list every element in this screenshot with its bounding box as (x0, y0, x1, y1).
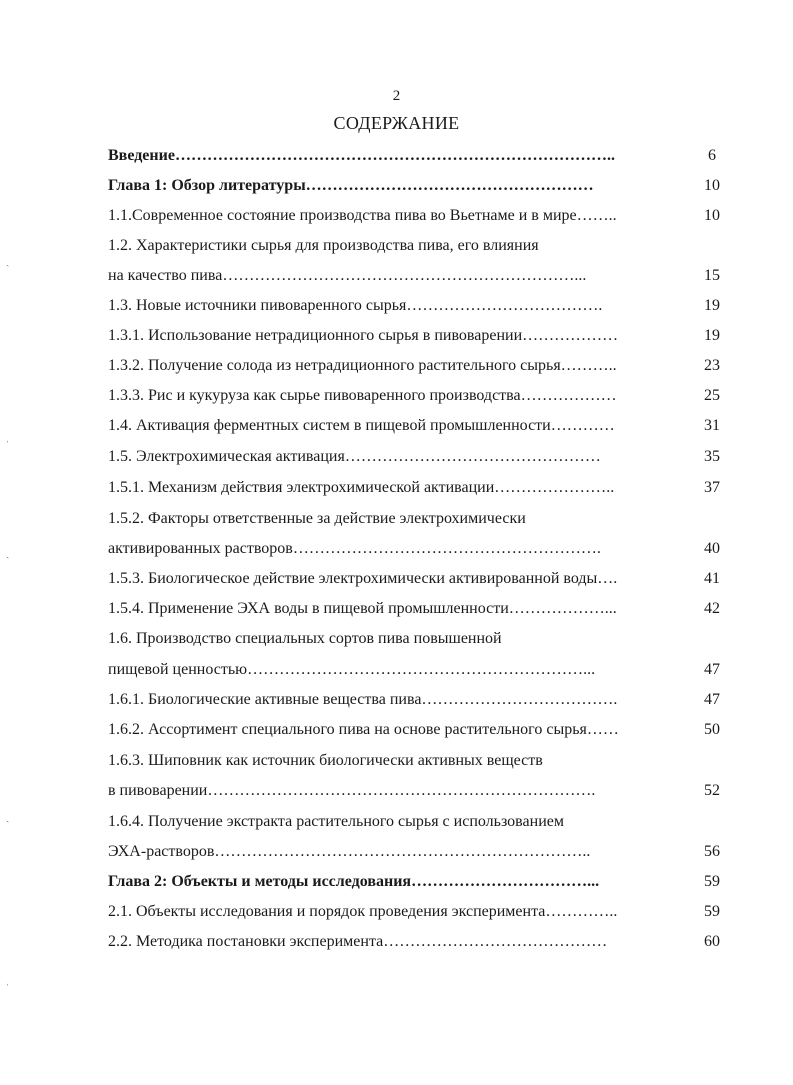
toc-entry-text: пищевой ценностью………………………………………………………... (108, 661, 596, 678)
toc-entry-page: 42 (704, 600, 720, 617)
toc-entry-page: 37 (704, 479, 720, 496)
page-number: 2 (392, 88, 401, 104)
toc-entry-page: 10 (704, 207, 720, 224)
toc-entry-text: 1.6.2. Ассортимент специального пива на основе растительного сырья…… (108, 721, 619, 738)
toc-entry-text: 1.5.1. Механизм действия электрохимической активации………………….. (108, 479, 615, 496)
toc-entry-text: 1.3. Новые источники пивоваренного сырья………………………………. (108, 297, 603, 314)
scan-speck: ˏ (6, 548, 10, 559)
toc-entry-text: 1.5. Электрохимическая активация………………………………………… (108, 448, 601, 465)
toc-entry-page: 60 (704, 933, 720, 950)
toc-entry-text: на качество пива…………………………………………………………... (108, 267, 587, 284)
toc-entry-page: 59 (704, 903, 720, 920)
toc-entry-page: 50 (704, 721, 720, 738)
toc-entry-page: 19 (704, 297, 720, 314)
toc-entry-text: 1.2. Характеристики сырья для производства пива, его влияния (108, 237, 539, 254)
toc-entry-page: 40 (704, 540, 720, 557)
toc-entry-text: Введение……………………………………………………………………….. (108, 147, 615, 164)
toc-entry-page: 47 (704, 661, 720, 678)
toc-entry-text: 1.1.Современное состояние производства пива во Вьетнаме и в мире…….. (108, 207, 617, 224)
toc-entry-text: 1.5.4. Применение ЭХА воды в пищевой промышленности………………... (108, 600, 617, 617)
toc-entry-text: Глава 2: Объекты и методы исследования……………………………... (108, 873, 600, 890)
toc-entry-page: 52 (704, 782, 720, 799)
toc-entry-page: 41 (704, 570, 720, 587)
toc-entry-text: в пивоварении………………………………………………………………. (108, 782, 596, 799)
toc-entry-text: активированных растворов…………………………………………………. (108, 540, 601, 557)
scan-speck: ˌ (6, 432, 10, 443)
toc-entry-page: 10 (704, 177, 720, 194)
toc-entry-page: 6 (708, 147, 716, 164)
toc-entry-text: 1.4. Активация ферментных систем в пищевой промышленности………… (108, 417, 615, 434)
toc-entry-page: 56 (704, 843, 720, 860)
toc-entry-page: 19 (704, 327, 720, 344)
toc-entry-text: Глава 1: Обзор литературы……………………………………………… (108, 177, 594, 194)
toc-entry-text: 1.3.3. Рис и кукуруза как сырье пивоваренного производства……………… (108, 387, 617, 404)
toc-title: СОДЕРЖАНИЕ (333, 113, 460, 133)
toc-entry-text: 1.3.1. Использование нетрадиционного сырья в пивоварении……………… (108, 327, 619, 344)
toc-entry-page: 31 (704, 417, 720, 434)
toc-entry-page: 47 (704, 691, 720, 708)
toc-entry-text: 1.3.2. Получение солода из нетрадиционного растительного сырья……….. (108, 357, 617, 374)
toc-entry-page: 25 (704, 387, 720, 404)
toc-entry-text: 1.6. Производство специальных сортов пива повышенной (108, 630, 502, 647)
toc-entry-page: 15 (704, 267, 720, 284)
scan-speck: ˎ (6, 256, 10, 267)
toc-entry-text: 2.1. Объекты исследования и порядок проведения эксперимента………….. (108, 903, 618, 920)
toc-entry-text: 1.5.2. Факторы ответственные за действие электрохимически (108, 510, 526, 527)
toc-entry-text: ЭХА-растворов…………………………………………………………….. (108, 843, 591, 860)
toc-entry-text: 1.6.3. Шиповник как источник биологически активных веществ (108, 752, 543, 769)
toc-entry-text: 1.6.1. Биологические активные вещества пива………………………………. (108, 691, 618, 708)
toc-entry-text: 1.5.3. Биологическое действие электрохимически активированной воды…. (108, 570, 618, 587)
toc-entry-text: 2.2. Методика постановки эксперимента…………………………………… (108, 933, 608, 950)
toc-entry-page: 23 (704, 357, 720, 374)
toc-entry-text: 1.6.4. Получение экстракта растительного сырья с использованием (108, 813, 564, 830)
toc-entry-page: 35 (704, 448, 720, 465)
scan-speck: ˌ (6, 975, 10, 986)
toc-entry-page: 59 (704, 873, 720, 890)
scan-speck: ˎ (6, 812, 10, 823)
